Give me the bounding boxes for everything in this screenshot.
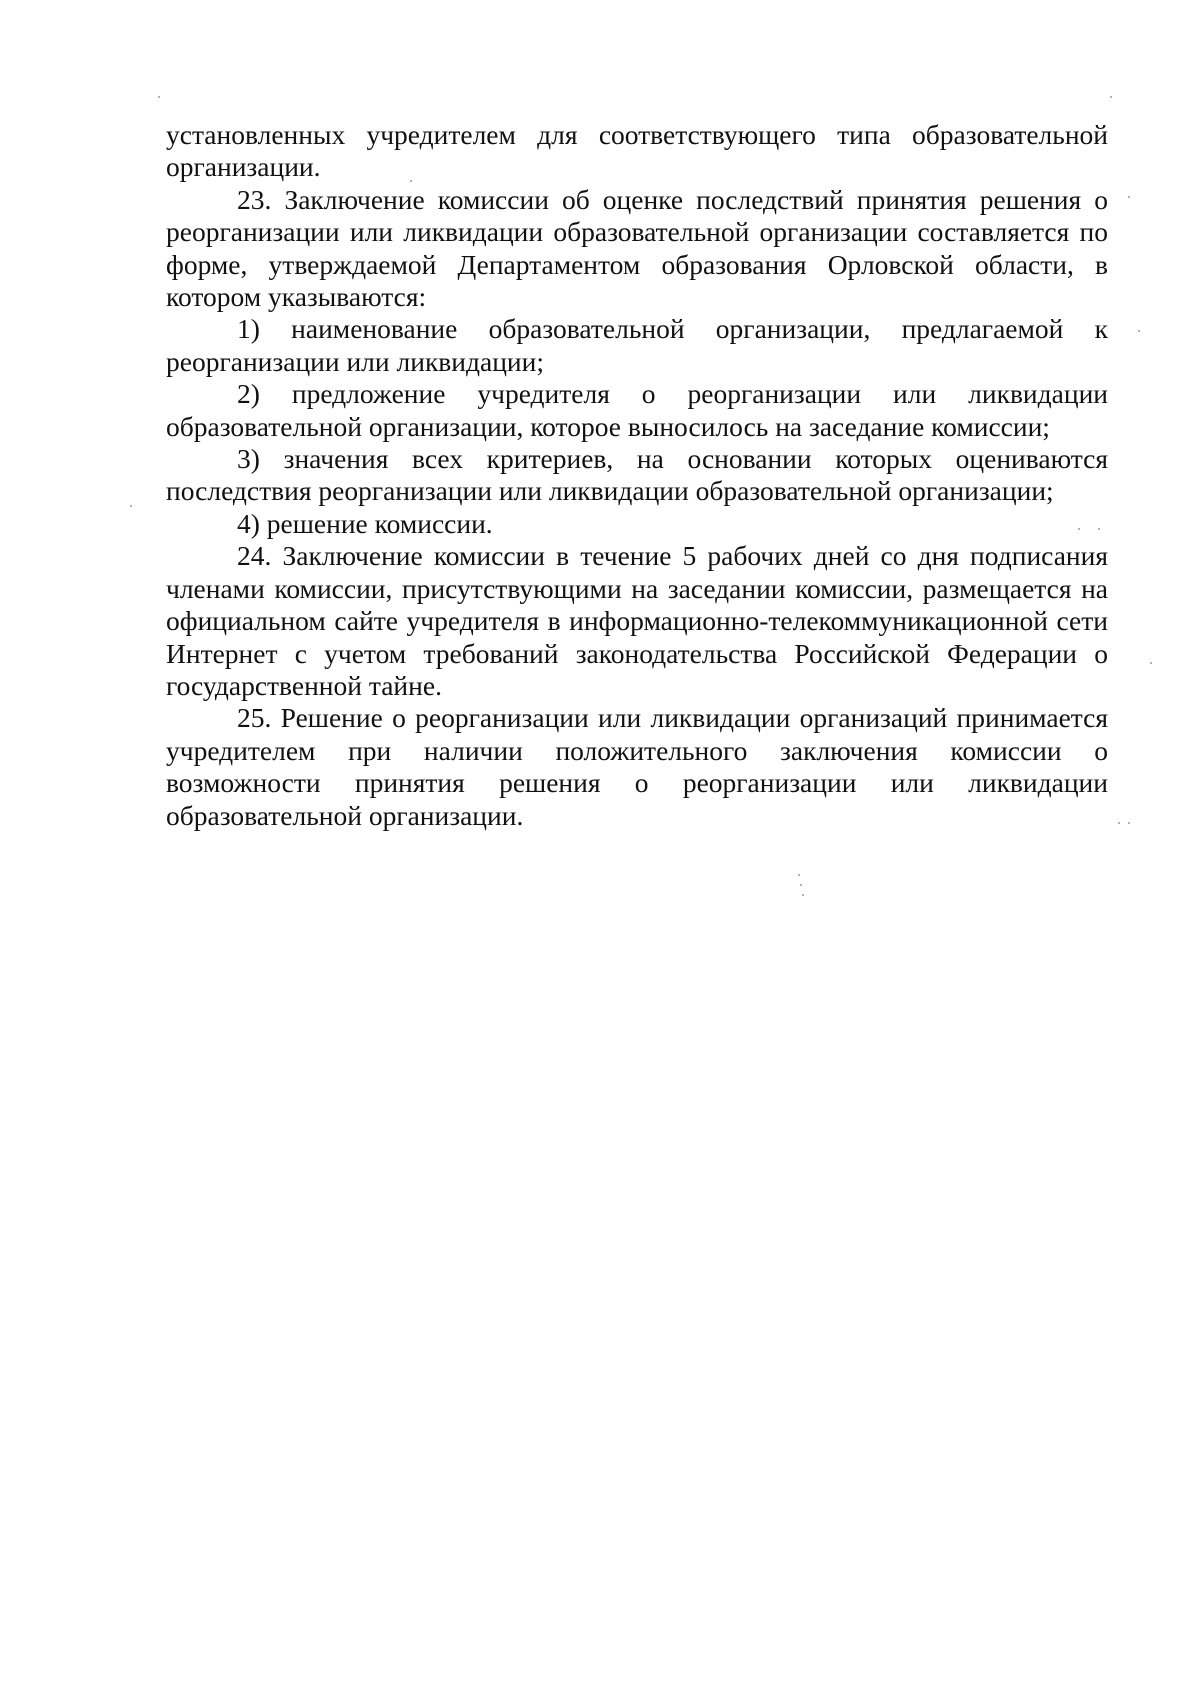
scan-speck	[798, 874, 800, 876]
scan-speck	[158, 96, 160, 98]
scan-speck	[1128, 822, 1130, 824]
scan-speck	[1098, 528, 1100, 530]
scan-speck	[410, 180, 412, 182]
scan-speck	[1138, 330, 1140, 332]
paragraph-23-item-2: 2) предложение учредителя о реорганизации или ликвидации образовательной организации, которое выносилось на заседание комиссии;	[166, 378, 1108, 442]
paragraph-24: 24. Заключение комиссии в течение 5 рабочих дней со дня подписания членами комиссии, присутствующими на заседании комиссии, размещается на официальном сайте учредителя в информационно-телекоммуникационной сети Интернет с учетом требований законодательства Российской Федерации о государственной тайне.	[166, 540, 1108, 701]
scan-speck	[1110, 96, 1112, 98]
paragraph-23: 23. Заключение комиссии об оценке последствий принятия решения о реорганизации или ликвидации образовательной организации составляется по форме, утверждаемой Департаментом образования Орловской области, в котором указываются:	[166, 183, 1108, 313]
paragraph-25: 25. Решение о реорганизации или ликвидации организаций принимается учредителем при наличии положительного заключения комиссии о возможности принятия решения о реорганизации или ликвидации образовательной организации.	[166, 702, 1108, 831]
paragraph-23-item-1: 1) наименование образовательной организации, предлагаемой к реорганизации или ликвидации;	[166, 313, 1108, 377]
scan-speck	[1078, 528, 1080, 530]
scan-speck	[1150, 662, 1152, 664]
scan-speck	[1128, 196, 1130, 198]
scan-speck	[802, 894, 804, 896]
scan-speck	[800, 884, 802, 886]
scan-speck	[1118, 822, 1120, 824]
paragraph-23-item-3: 3) значения всех критериев, на основании которых оцениваются последствия реорганизации или ликвидации образовательной организации;	[166, 443, 1108, 507]
scan-speck	[130, 505, 132, 507]
paragraph-23-item-4: 4) решение комиссии.	[237, 507, 493, 539]
paragraph-continuation: установленных учредителем для соответствующего типа образовательной организации.	[166, 119, 1108, 183]
document-body	[166, 119, 1108, 832]
